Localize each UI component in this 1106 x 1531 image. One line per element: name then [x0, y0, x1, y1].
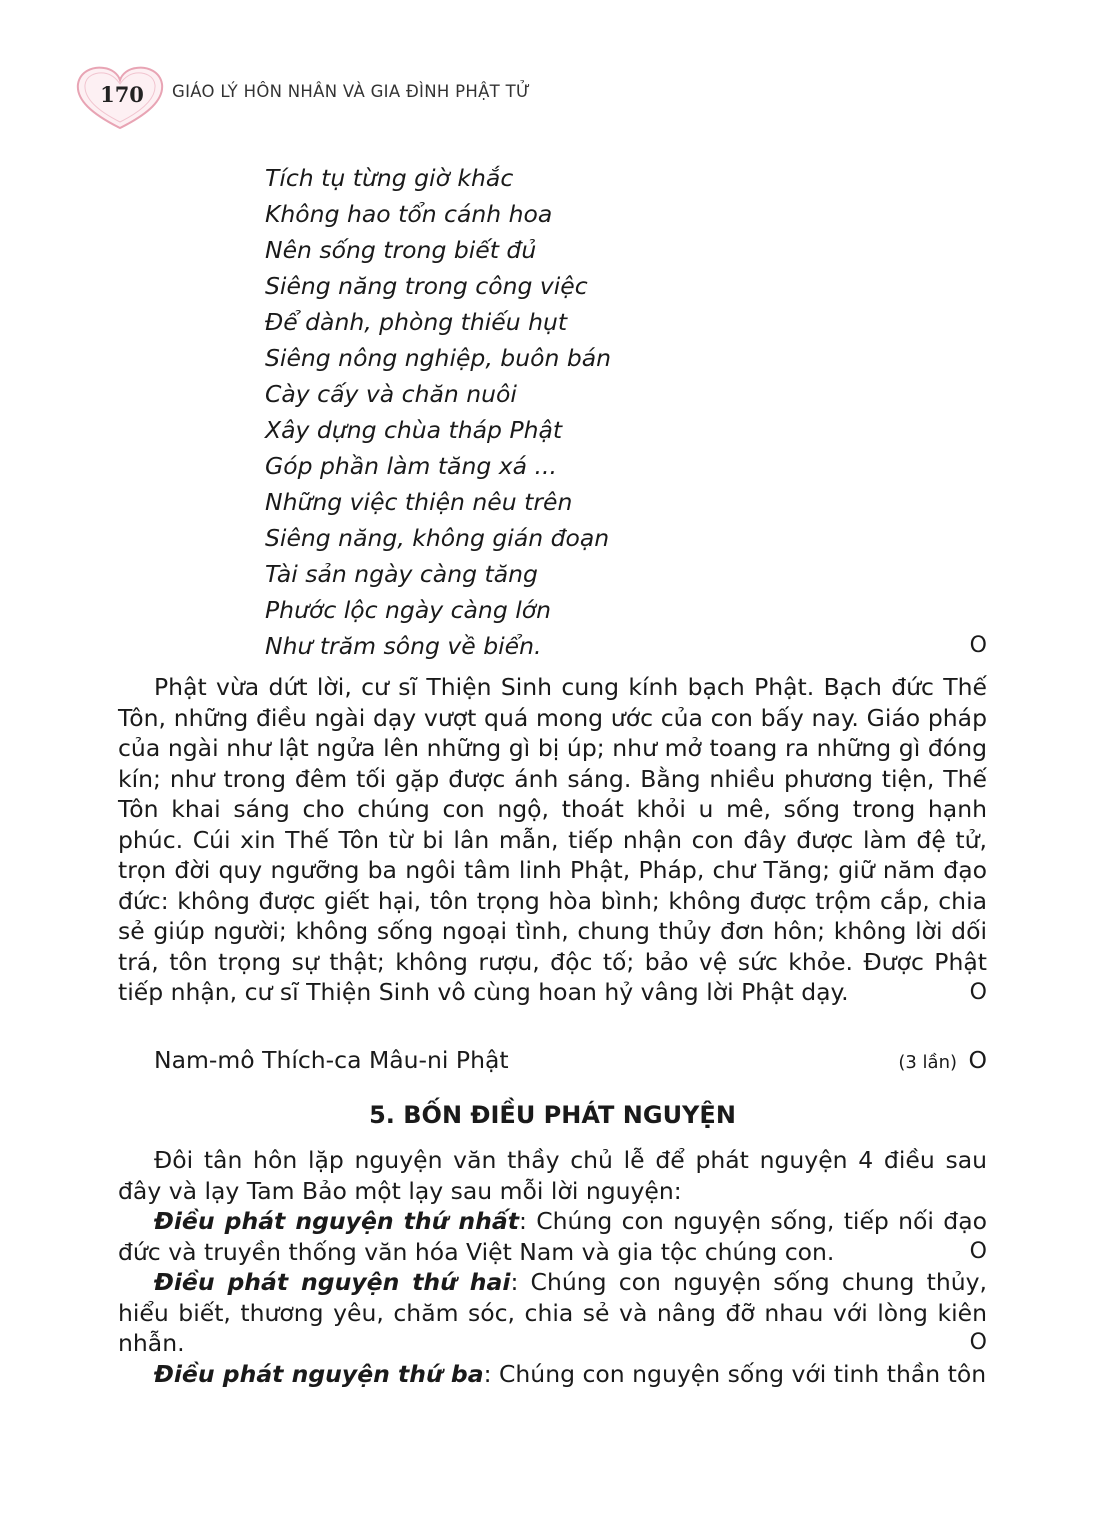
bell-mark: O: [969, 979, 987, 1005]
vow-text: : Chúng con nguyện sống với tinh thần tôn: [483, 1359, 987, 1388]
chant-tail: [898, 1044, 987, 1079]
chant-text: Nam-mô Thích-ca Mâu-ni Phật: [154, 1046, 509, 1074]
poem-line: Tích tụ từng giờ khắc: [265, 164, 514, 192]
poem-line: Tài sản ngày càng tăng: [265, 560, 538, 588]
repeat-note: (3 lần): [898, 1052, 958, 1073]
poem-line: Xây dựng chùa tháp Phật: [265, 416, 563, 444]
poem-line: Góp phần làm tăng xá ...: [265, 452, 557, 480]
vow-2: [118, 1267, 987, 1359]
bell-mark: O: [969, 1330, 987, 1355]
running-title: GIÁO LÝ HÔN NHÂN VÀ GIA ĐÌNH PHẬT TỬ: [172, 82, 531, 101]
poem-line: Cày cấy và chăn nuôi: [265, 380, 517, 408]
vow-label: Điều phát nguyện thứ hai: [154, 1268, 511, 1296]
vow-text: : Chúng con nguyện sống chung thủy, hiểu biết, thương yêu, chăm sóc, chia sẻ và nâng đỡ nhau với lòng kiên nhẫn.: [118, 1268, 988, 1357]
section-title: 5. BỐN ĐIỀU PHÁT NGUYỆN: [369, 1101, 736, 1129]
paragraph-text: Phật vừa dứt lời, cư sĩ Thiện Sinh cung kính bạch Phật. Bạch đức Thế Tôn, những điều ngài dạy vượt quá mong ước của con bấy nay. Giáo pháp của ngài như lật ngửa lên những gì bị úp; như mở toang ra những gì đóng kín; như trong đêm tối gặp được ánh sáng. Bằng nhiều phương tiện, Thế Tôn khai sáng cho chúng con ngộ, thoát khỏi u mê, sống trong hạnh phúc. Cúi xin Thế Tôn từ bi lân mẫn, tiếp nhận con đây được làm đệ tử, trọn đời quy ngưỡng ba ngôi tâm linh Phật, Pháp, chư Tăng; giữ năm đạo đức: không được giết hại, tôn trọng hòa bình; không được trộm cắp, chia sẻ giúp người; không sống ngoại tình, chung thủy đơn hôn; không lời dối trá, tôn trọng sự thật; không rượu, độc tố; bảo vệ sức khỏe. Được Phật tiếp nhận, cư sĩ Thiện Sinh vô cùng hoan hỷ vâng lời Phật dạy.: [118, 673, 987, 1006]
bell-mark: O: [969, 633, 987, 658]
vow-text: : Chúng con nguyện sống, tiếp nối đạo đức và truyền thống văn hóa Việt Nam và gia tộc chúng con.: [118, 1207, 988, 1266]
narrative-paragraph: [118, 672, 987, 1008]
poem-line: Siêng năng, không gián đoạn: [265, 524, 610, 552]
poem-block: [265, 160, 987, 664]
chant-line: [154, 1044, 987, 1076]
poem-line: Nên sống trong biết đủ: [265, 236, 537, 264]
section-intro: Đôi tân hôn lặp nguyện văn thầy chủ lễ để phát nguyện 4 điều sau đây và lạy Tam Bảo một lạy sau mỗi lời nguyện:: [118, 1146, 987, 1205]
vow-label: Điều phát nguyện thứ ba: [154, 1359, 484, 1388]
poem-line: Phước lộc ngày càng lớn: [265, 596, 552, 624]
bell-mark: O: [969, 1238, 987, 1264]
vow-1: [118, 1206, 987, 1267]
running-header: [72, 64, 672, 134]
section-body: [118, 1145, 987, 1389]
poem-line: Siêng nông nghiệp, buôn bán: [265, 344, 612, 372]
page-number: 170: [100, 82, 144, 107]
poem-last-line: [265, 628, 987, 664]
bell-mark: O: [968, 1046, 987, 1074]
poem-line: Những việc thiện nêu trên: [265, 488, 573, 516]
poem-line: Không hao tổn cánh hoa: [265, 200, 553, 228]
poem-line: Siêng năng trong công việc: [265, 272, 588, 300]
poem-line-text: Như trăm sông về biển.: [265, 632, 542, 660]
poem-line: Để dành, phòng thiếu hụt: [265, 308, 568, 336]
vow-3: [118, 1359, 987, 1390]
vow-label: Điều phát nguyện thứ nhất: [154, 1207, 519, 1235]
